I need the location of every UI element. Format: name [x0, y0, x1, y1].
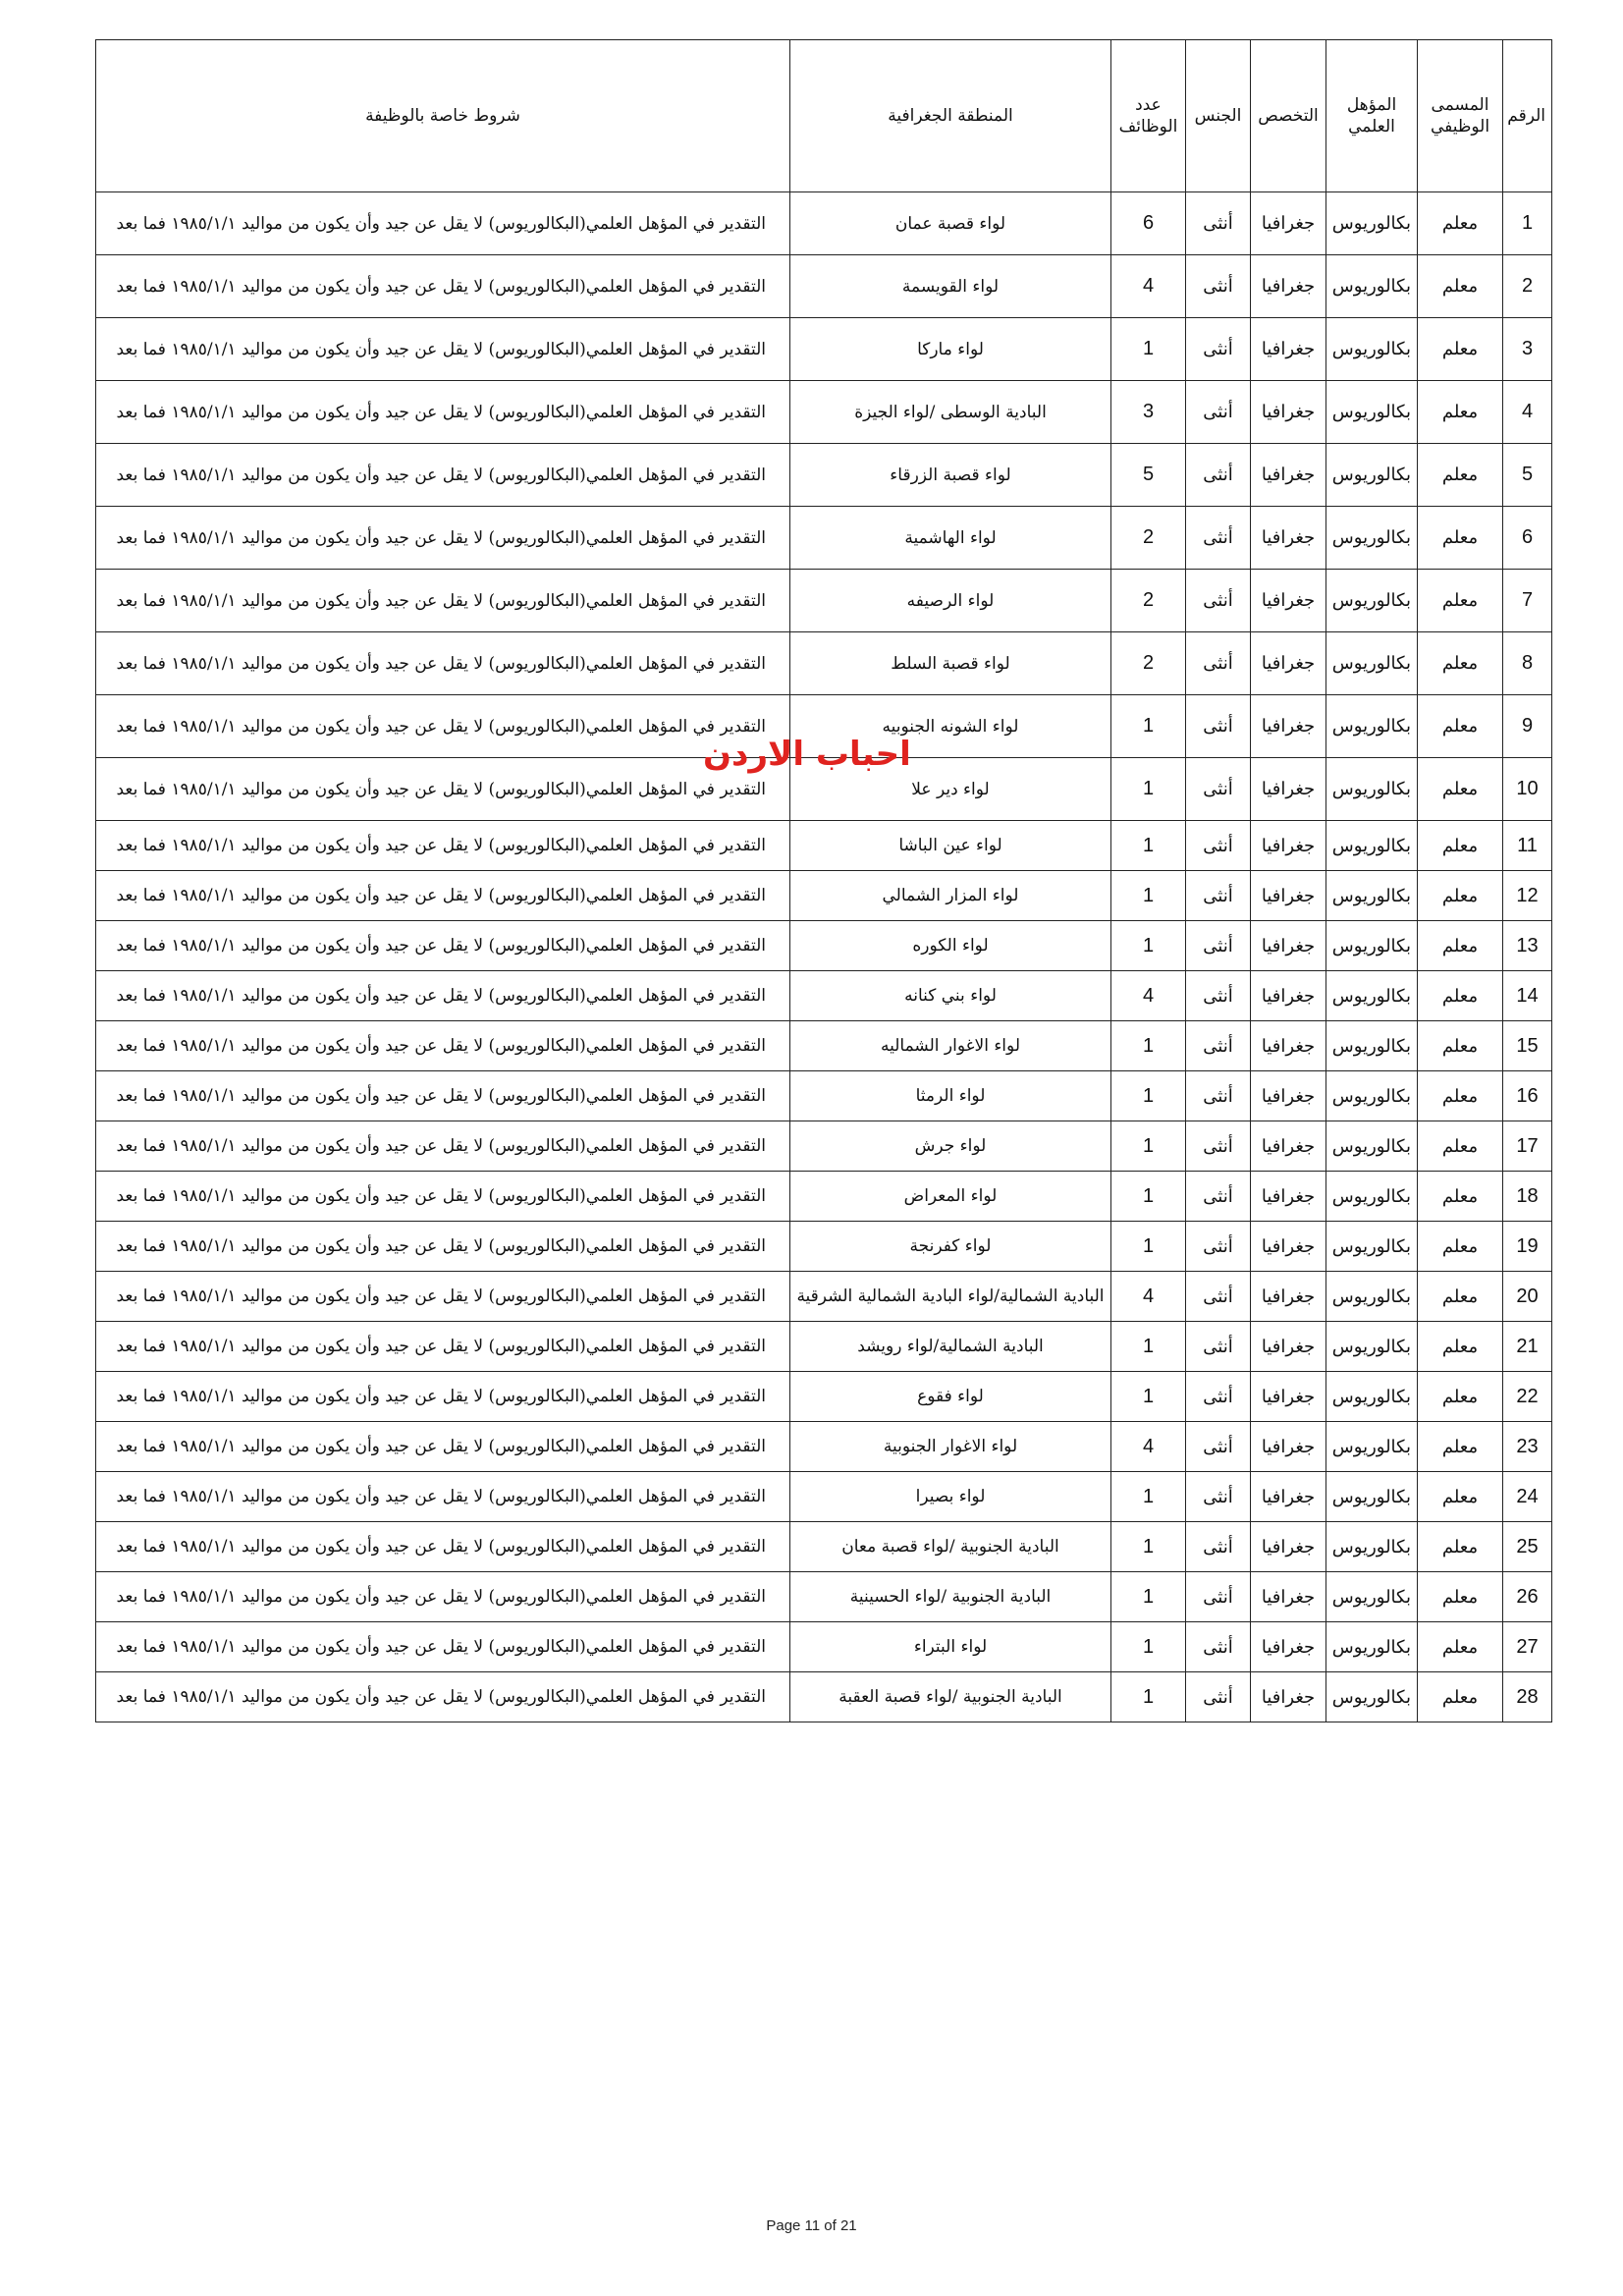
row-job-title: معلم [1418, 1322, 1503, 1372]
row-job-title: معلم [1418, 971, 1503, 1021]
row-job-title: معلم [1418, 381, 1503, 444]
row-region: البادية الوسطى /لواء الجيزة [790, 381, 1111, 444]
row-qualification: بكالوريوس [1326, 1672, 1418, 1722]
row-qualification: بكالوريوس [1326, 444, 1418, 507]
row-major: جغرافيا [1251, 1472, 1326, 1522]
row-major: جغرافيا [1251, 1071, 1326, 1121]
row-conditions: التقدير في المؤهل العلمي(البكالوريوس) لا يقل عن جيد وأن يكون من مواليد ١٩٨٥/١/١ فما بعد [96, 1021, 790, 1071]
row-job-count: 4 [1111, 971, 1186, 1021]
row-job-count: 1 [1111, 1071, 1186, 1121]
row-major: جغرافيا [1251, 444, 1326, 507]
table-row [96, 921, 1552, 971]
table-row [96, 1472, 1552, 1522]
watermark-text: احباب الاردن [703, 735, 911, 774]
row-qualification: بكالوريوس [1326, 1172, 1418, 1222]
row-job-title: معلم [1418, 570, 1503, 632]
row-region: لواء فقوع [790, 1372, 1111, 1422]
jobs-table [95, 39, 1552, 1722]
row-major: جغرافيا [1251, 632, 1326, 695]
row-qualification: بكالوريوس [1326, 971, 1418, 1021]
row-number: 12 [1503, 871, 1552, 921]
row-job-count: 1 [1111, 1222, 1186, 1272]
row-conditions: التقدير في المؤهل العلمي(البكالوريوس) لا يقل عن جيد وأن يكون من مواليد ١٩٨٥/١/١ فما بعد [96, 821, 790, 871]
row-job-count: 6 [1111, 192, 1186, 255]
row-job-count: 2 [1111, 507, 1186, 570]
row-major: جغرافيا [1251, 318, 1326, 381]
row-major: جغرافيا [1251, 921, 1326, 971]
row-qualification: بكالوريوس [1326, 1372, 1418, 1422]
row-major: جغرافيا [1251, 1622, 1326, 1672]
row-major: جغرافيا [1251, 570, 1326, 632]
row-gender: أنثى [1186, 632, 1251, 695]
row-qualification: بكالوريوس [1326, 1021, 1418, 1071]
row-gender: أنثى [1186, 1622, 1251, 1672]
row-job-count: 1 [1111, 1121, 1186, 1172]
row-job-title: معلم [1418, 821, 1503, 871]
row-region: لواء الاغوار الجنوبية [790, 1422, 1111, 1472]
row-job-count: 2 [1111, 632, 1186, 695]
row-gender: أنثى [1186, 1021, 1251, 1071]
row-major: جغرافيا [1251, 507, 1326, 570]
row-number: 7 [1503, 570, 1552, 632]
row-qualification: بكالوريوس [1326, 1272, 1418, 1322]
row-qualification: بكالوريوس [1326, 695, 1418, 758]
row-job-count: 4 [1111, 1422, 1186, 1472]
row-job-count: 5 [1111, 444, 1186, 507]
row-qualification: بكالوريوس [1326, 921, 1418, 971]
row-gender: أنثى [1186, 1121, 1251, 1172]
row-number: 15 [1503, 1021, 1552, 1071]
row-qualification: بكالوريوس [1326, 1322, 1418, 1372]
row-number: 19 [1503, 1222, 1552, 1272]
table-header [96, 40, 1552, 192]
row-conditions: التقدير في المؤهل العلمي(البكالوريوس) لا يقل عن جيد وأن يكون من مواليد ١٩٨٥/١/١ فما بعد [96, 192, 790, 255]
row-job-title: معلم [1418, 1472, 1503, 1522]
row-gender: أنثى [1186, 971, 1251, 1021]
table-row [96, 1572, 1552, 1622]
row-number: 21 [1503, 1322, 1552, 1372]
row-conditions: التقدير في المؤهل العلمي(البكالوريوس) لا يقل عن جيد وأن يكون من مواليد ١٩٨٥/١/١ فما بعد [96, 971, 790, 1021]
row-gender: أنثى [1186, 871, 1251, 921]
row-conditions: التقدير في المؤهل العلمي(البكالوريوس) لا يقل عن جيد وأن يكون من مواليد ١٩٨٥/١/١ فما بعد [96, 381, 790, 444]
row-region: البادية الجنوبية /لواء قصبة معان [790, 1522, 1111, 1572]
row-major: جغرافيا [1251, 821, 1326, 871]
row-gender: أنثى [1186, 921, 1251, 971]
row-job-count: 1 [1111, 758, 1186, 821]
row-job-title: معلم [1418, 1622, 1503, 1672]
row-job-title: معلم [1418, 1272, 1503, 1322]
row-job-count: 1 [1111, 1472, 1186, 1522]
header-region: المنطقة الجغرافية [790, 40, 1111, 192]
header-conditions: شروط خاصة بالوظيفة [96, 40, 790, 192]
row-conditions: التقدير في المؤهل العلمي(البكالوريوس) لا يقل عن جيد وأن يكون من مواليد ١٩٨٥/١/١ فما بعد [96, 1172, 790, 1222]
row-region: لواء بصيرا [790, 1472, 1111, 1522]
row-gender: أنثى [1186, 758, 1251, 821]
row-number: 24 [1503, 1472, 1552, 1522]
row-number: 27 [1503, 1622, 1552, 1672]
header-qualification: المؤهل العلمي [1326, 40, 1418, 192]
row-job-count: 1 [1111, 1372, 1186, 1422]
row-number: 17 [1503, 1121, 1552, 1172]
table-row [96, 255, 1552, 318]
row-conditions: التقدير في المؤهل العلمي(البكالوريوس) لا يقل عن جيد وأن يكون من مواليد ١٩٨٥/١/١ فما بعد [96, 1121, 790, 1172]
row-job-count: 1 [1111, 318, 1186, 381]
row-qualification: بكالوريوس [1326, 318, 1418, 381]
row-qualification: بكالوريوس [1326, 871, 1418, 921]
row-conditions: التقدير في المؤهل العلمي(البكالوريوس) لا يقل عن جيد وأن يكون من مواليد ١٩٨٥/١/١ فما بعد [96, 1672, 790, 1722]
table-row [96, 1322, 1552, 1372]
row-region: لواء دير علا [790, 758, 1111, 821]
row-gender: أنثى [1186, 1672, 1251, 1722]
page-footer: Page 11 of 21 [766, 2217, 857, 2234]
row-number: 3 [1503, 318, 1552, 381]
row-region: لواء الشونه الجنوبيه [790, 695, 1111, 758]
row-job-title: معلم [1418, 1422, 1503, 1472]
row-region: لواء المزار الشمالي [790, 871, 1111, 921]
row-conditions: التقدير في المؤهل العلمي(البكالوريوس) لا يقل عن جيد وأن يكون من مواليد ١٩٨٥/١/١ فما بعد [96, 921, 790, 971]
row-gender: أنثى [1186, 444, 1251, 507]
row-job-count: 2 [1111, 570, 1186, 632]
row-gender: أنثى [1186, 695, 1251, 758]
row-number: 4 [1503, 381, 1552, 444]
row-number: 14 [1503, 971, 1552, 1021]
row-conditions: التقدير في المؤهل العلمي(البكالوريوس) لا يقل عن جيد وأن يكون من مواليد ١٩٨٥/١/١ فما بعد [96, 1522, 790, 1572]
row-number: 18 [1503, 1172, 1552, 1222]
row-conditions: التقدير في المؤهل العلمي(البكالوريوس) لا يقل عن جيد وأن يكون من مواليد ١٩٨٥/١/١ فما بعد [96, 758, 790, 821]
row-gender: أنثى [1186, 1222, 1251, 1272]
row-job-title: معلم [1418, 632, 1503, 695]
row-region: لواء قصبة الزرقاء [790, 444, 1111, 507]
row-qualification: بكالوريوس [1326, 1121, 1418, 1172]
row-number: 22 [1503, 1372, 1552, 1422]
row-number: 25 [1503, 1522, 1552, 1572]
row-job-title: معلم [1418, 1071, 1503, 1121]
row-job-title: معلم [1418, 1021, 1503, 1071]
table-row [96, 570, 1552, 632]
row-region: لواء الرمثا [790, 1071, 1111, 1121]
row-major: جغرافيا [1251, 1672, 1326, 1722]
row-major: جغرافيا [1251, 695, 1326, 758]
row-qualification: بكالوريوس [1326, 570, 1418, 632]
row-gender: أنثى [1186, 1322, 1251, 1372]
row-major: جغرافيا [1251, 1172, 1326, 1222]
row-gender: أنثى [1186, 1372, 1251, 1422]
row-job-title: معلم [1418, 695, 1503, 758]
header-job-title: المسمى الوظيفي [1418, 40, 1503, 192]
row-major: جغرافيا [1251, 1422, 1326, 1472]
row-major: جغرافيا [1251, 1572, 1326, 1622]
table-row [96, 507, 1552, 570]
row-number: 11 [1503, 821, 1552, 871]
row-gender: أنثى [1186, 1172, 1251, 1222]
row-conditions: التقدير في المؤهل العلمي(البكالوريوس) لا يقل عن جيد وأن يكون من مواليد ١٩٨٥/١/١ فما بعد [96, 1472, 790, 1522]
row-job-count: 1 [1111, 1522, 1186, 1572]
row-major: جغرافيا [1251, 1021, 1326, 1071]
row-major: جغرافيا [1251, 1522, 1326, 1572]
row-region: لواء كفرنجة [790, 1222, 1111, 1272]
row-conditions: التقدير في المؤهل العلمي(البكالوريوس) لا يقل عن جيد وأن يكون من مواليد ١٩٨٥/١/١ فما بعد [96, 695, 790, 758]
row-job-title: معلم [1418, 1121, 1503, 1172]
row-gender: أنثى [1186, 1522, 1251, 1572]
row-job-title: معلم [1418, 507, 1503, 570]
row-conditions: التقدير في المؤهل العلمي(البكالوريوس) لا يقل عن جيد وأن يكون من مواليد ١٩٨٥/١/١ فما بعد [96, 1372, 790, 1422]
row-gender: أنثى [1186, 507, 1251, 570]
row-conditions: التقدير في المؤهل العلمي(البكالوريوس) لا يقل عن جيد وأن يكون من مواليد ١٩٨٥/١/١ فما بعد [96, 507, 790, 570]
row-region: لواء قصبة السلط [790, 632, 1111, 695]
row-number: 1 [1503, 192, 1552, 255]
table-row [96, 1021, 1552, 1071]
row-major: جغرافيا [1251, 1121, 1326, 1172]
row-job-title: معلم [1418, 192, 1503, 255]
row-job-count: 4 [1111, 255, 1186, 318]
row-job-count: 1 [1111, 1672, 1186, 1722]
row-job-title: معلم [1418, 1372, 1503, 1422]
row-region: لواء المعراض [790, 1172, 1111, 1222]
row-job-count: 1 [1111, 695, 1186, 758]
row-qualification: بكالوريوس [1326, 1572, 1418, 1622]
table-row [96, 821, 1552, 871]
row-job-count: 1 [1111, 1572, 1186, 1622]
table-row [96, 192, 1552, 255]
row-conditions: التقدير في المؤهل العلمي(البكالوريوس) لا يقل عن جيد وأن يكون من مواليد ١٩٨٥/١/١ فما بعد [96, 1622, 790, 1672]
row-qualification: بكالوريوس [1326, 821, 1418, 871]
row-number: 28 [1503, 1672, 1552, 1722]
row-job-count: 1 [1111, 871, 1186, 921]
row-number: 26 [1503, 1572, 1552, 1622]
row-job-count: 1 [1111, 1172, 1186, 1222]
table-row [96, 1372, 1552, 1422]
row-conditions: التقدير في المؤهل العلمي(البكالوريوس) لا يقل عن جيد وأن يكون من مواليد ١٩٨٥/١/١ فما بعد [96, 1572, 790, 1622]
row-region: لواء ماركا [790, 318, 1111, 381]
row-region: لواء قصبة عمان [790, 192, 1111, 255]
row-major: جغرافيا [1251, 255, 1326, 318]
row-major: جغرافيا [1251, 971, 1326, 1021]
row-conditions: التقدير في المؤهل العلمي(البكالوريوس) لا يقل عن جيد وأن يكون من مواليد ١٩٨٥/١/١ فما بعد [96, 1071, 790, 1121]
row-job-title: معلم [1418, 255, 1503, 318]
table-row [96, 1622, 1552, 1672]
row-major: جغرافيا [1251, 381, 1326, 444]
row-gender: أنثى [1186, 1422, 1251, 1472]
header-row [96, 40, 1552, 192]
row-qualification: بكالوريوس [1326, 1422, 1418, 1472]
row-job-title: معلم [1418, 318, 1503, 381]
row-major: جغرافيا [1251, 1322, 1326, 1372]
table-row [96, 1422, 1552, 1472]
table-row [96, 318, 1552, 381]
row-conditions: التقدير في المؤهل العلمي(البكالوريوس) لا يقل عن جيد وأن يكون من مواليد ١٩٨٥/١/١ فما بعد [96, 1322, 790, 1372]
table-row [96, 871, 1552, 921]
row-number: 10 [1503, 758, 1552, 821]
row-major: جغرافيا [1251, 192, 1326, 255]
row-gender: أنثى [1186, 570, 1251, 632]
row-region: البادية الشمالية/لواء رويشد [790, 1322, 1111, 1372]
row-number: 5 [1503, 444, 1552, 507]
row-number: 23 [1503, 1422, 1552, 1472]
row-gender: أنثى [1186, 1071, 1251, 1121]
row-conditions: التقدير في المؤهل العلمي(البكالوريوس) لا يقل عن جيد وأن يكون من مواليد ١٩٨٥/١/١ فما بعد [96, 318, 790, 381]
row-qualification: بكالوريوس [1326, 507, 1418, 570]
row-qualification: بكالوريوس [1326, 192, 1418, 255]
row-major: جغرافيا [1251, 1222, 1326, 1272]
row-gender: أنثى [1186, 381, 1251, 444]
table-row [96, 1071, 1552, 1121]
row-qualification: بكالوريوس [1326, 758, 1418, 821]
row-gender: أنثى [1186, 1472, 1251, 1522]
row-region: لواء الكوره [790, 921, 1111, 971]
row-number: 2 [1503, 255, 1552, 318]
row-job-title: معلم [1418, 1572, 1503, 1622]
row-major: جغرافيا [1251, 871, 1326, 921]
row-qualification: بكالوريوس [1326, 1522, 1418, 1572]
row-conditions: التقدير في المؤهل العلمي(البكالوريوس) لا يقل عن جيد وأن يكون من مواليد ١٩٨٥/١/١ فما بعد [96, 871, 790, 921]
row-job-title: معلم [1418, 1672, 1503, 1722]
table-row [96, 971, 1552, 1021]
row-region: لواء البتراء [790, 1622, 1111, 1672]
row-gender: أنثى [1186, 821, 1251, 871]
row-job-count: 1 [1111, 921, 1186, 971]
row-conditions: التقدير في المؤهل العلمي(البكالوريوس) لا يقل عن جيد وأن يكون من مواليد ١٩٨٥/١/١ فما بعد [96, 255, 790, 318]
row-gender: أنثى [1186, 192, 1251, 255]
row-region: لواء الرصيفه [790, 570, 1111, 632]
row-region: لواء الاغوار الشماليه [790, 1021, 1111, 1071]
row-region: البادية الشمالية/لواء البادية الشمالية الشرقية [790, 1272, 1111, 1322]
row-region: لواء جرش [790, 1121, 1111, 1172]
row-region: لواء القويسمة [790, 255, 1111, 318]
table-row [96, 1172, 1552, 1222]
row-number: 20 [1503, 1272, 1552, 1322]
row-qualification: بكالوريوس [1326, 632, 1418, 695]
row-number: 16 [1503, 1071, 1552, 1121]
row-number: 6 [1503, 507, 1552, 570]
row-gender: أنثى [1186, 318, 1251, 381]
row-conditions: التقدير في المؤهل العلمي(البكالوريوس) لا يقل عن جيد وأن يكون من مواليد ١٩٨٥/١/١ فما بعد [96, 632, 790, 695]
row-job-title: معلم [1418, 871, 1503, 921]
table-row [96, 381, 1552, 444]
row-qualification: بكالوريوس [1326, 255, 1418, 318]
row-major: جغرافيا [1251, 1272, 1326, 1322]
row-job-count: 3 [1111, 381, 1186, 444]
row-job-count: 1 [1111, 1322, 1186, 1372]
row-region: لواء الهاشمية [790, 507, 1111, 570]
table-row [96, 444, 1552, 507]
row-conditions: التقدير في المؤهل العلمي(البكالوريوس) لا يقل عن جيد وأن يكون من مواليد ١٩٨٥/١/١ فما بعد [96, 570, 790, 632]
row-job-count: 1 [1111, 1622, 1186, 1672]
row-number: 9 [1503, 695, 1552, 758]
row-major: جغرافيا [1251, 758, 1326, 821]
row-region: لواء عين الباشا [790, 821, 1111, 871]
row-conditions: التقدير في المؤهل العلمي(البكالوريوس) لا يقل عن جيد وأن يكون من مواليد ١٩٨٥/١/١ فما بعد [96, 1222, 790, 1272]
table-row [96, 1121, 1552, 1172]
row-conditions: التقدير في المؤهل العلمي(البكالوريوس) لا يقل عن جيد وأن يكون من مواليد ١٩٨٥/١/١ فما بعد [96, 444, 790, 507]
row-job-title: معلم [1418, 1222, 1503, 1272]
table-row [96, 1222, 1552, 1272]
row-qualification: بكالوريوس [1326, 381, 1418, 444]
row-region: لواء بني كنانه [790, 971, 1111, 1021]
row-job-title: معلم [1418, 1522, 1503, 1572]
row-qualification: بكالوريوس [1326, 1071, 1418, 1121]
row-qualification: بكالوريوس [1326, 1472, 1418, 1522]
header-major: التخصص [1251, 40, 1326, 192]
row-region: البادية الجنوبية /لواء الحسينية [790, 1572, 1111, 1622]
row-job-title: معلم [1418, 758, 1503, 821]
table-body [96, 192, 1552, 1722]
row-number: 13 [1503, 921, 1552, 971]
row-region: البادية الجنوبية /لواء قصبة العقبة [790, 1672, 1111, 1722]
row-conditions: التقدير في المؤهل العلمي(البكالوريوس) لا يقل عن جيد وأن يكون من مواليد ١٩٨٥/١/١ فما بعد [96, 1422, 790, 1472]
row-job-count: 1 [1111, 821, 1186, 871]
header-number: الرقم [1503, 40, 1552, 192]
row-major: جغرافيا [1251, 1372, 1326, 1422]
row-number: 8 [1503, 632, 1552, 695]
header-job-count: عدد الوظائف [1111, 40, 1186, 192]
row-qualification: بكالوريوس [1326, 1222, 1418, 1272]
row-gender: أنثى [1186, 1272, 1251, 1322]
row-gender: أنثى [1186, 1572, 1251, 1622]
row-job-count: 1 [1111, 1021, 1186, 1071]
row-conditions: التقدير في المؤهل العلمي(البكالوريوس) لا يقل عن جيد وأن يكون من مواليد ١٩٨٥/١/١ فما بعد [96, 1272, 790, 1322]
row-job-count: 4 [1111, 1272, 1186, 1322]
row-job-title: معلم [1418, 444, 1503, 507]
row-job-title: معلم [1418, 921, 1503, 971]
table-row [96, 1522, 1552, 1572]
row-qualification: بكالوريوس [1326, 1622, 1418, 1672]
table-row [96, 1272, 1552, 1322]
row-job-title: معلم [1418, 1172, 1503, 1222]
header-gender: الجنس [1186, 40, 1251, 192]
row-gender: أنثى [1186, 255, 1251, 318]
table-row [96, 1672, 1552, 1722]
table-row [96, 632, 1552, 695]
